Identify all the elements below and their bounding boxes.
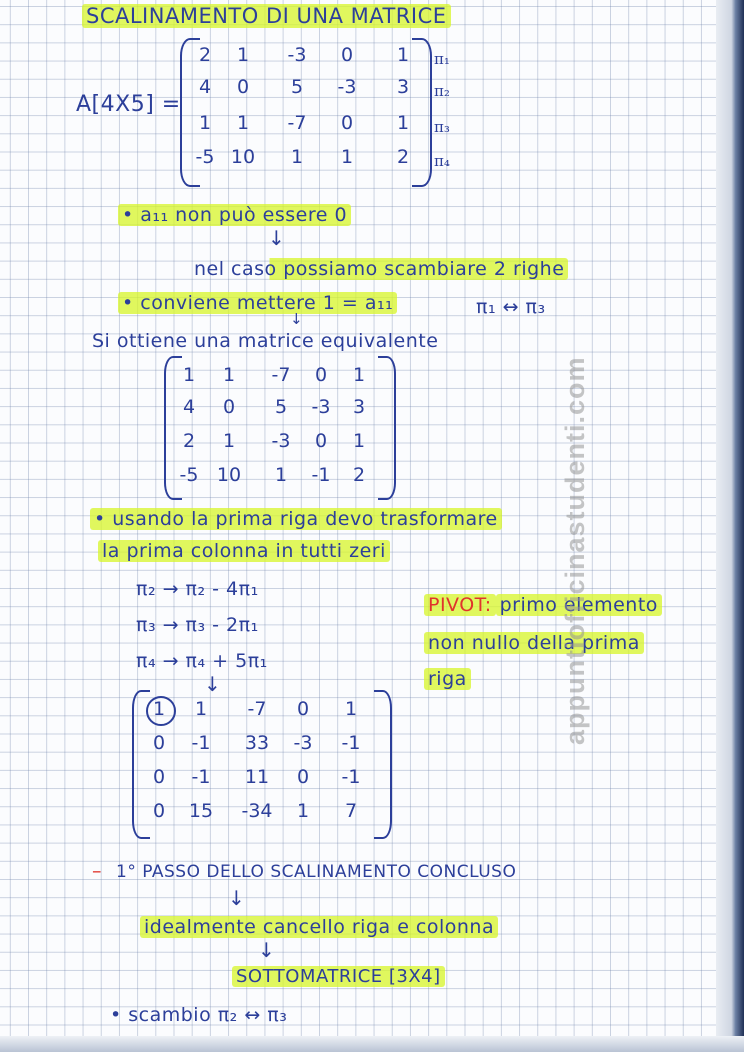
matrix-B-cell: 1 <box>222 430 236 452</box>
matrix-B-cell: 1 <box>182 364 196 386</box>
matrix-B-cell: 1 <box>352 364 366 386</box>
matrix-B-cell: 4 <box>182 396 196 418</box>
pivot-definition-2: non nullo della prima <box>424 632 644 654</box>
matrix-B-cell: 1 <box>222 364 236 386</box>
pivot-definition-3: riga <box>424 668 471 690</box>
row-operation-2: π₃ → π₃ - 2π₁ <box>136 614 259 636</box>
note-put-one: • conviene mettere 1 = a₁₁ <box>118 292 397 314</box>
matrix-B-cell: 0 <box>222 396 236 418</box>
matrix-C-cell: -7 <box>247 698 267 720</box>
matrix-C-cell: 33 <box>244 732 270 754</box>
matrix-C-cell: -1 <box>191 766 211 788</box>
matrix-C-cell: 0 <box>152 766 166 788</box>
step-dash: – <box>92 860 102 882</box>
matrix-A-cell: 1 <box>236 44 250 66</box>
matrix-a <box>180 38 450 183</box>
matrix-C-cell: 0 <box>152 732 166 754</box>
matrix-C-cell: 1 <box>194 698 208 720</box>
row-operation-3: π₄ → π₄ + 5π₁ <box>136 650 268 672</box>
matrix-C-cell: -3 <box>293 732 313 754</box>
matrix-C-cell: 0 <box>296 766 310 788</box>
step-concluded: 1° PASSO DELLO SCALINAMENTO CONCLUSO <box>116 862 517 882</box>
matrix-A-cell: -7 <box>287 112 307 134</box>
row-label: π₄ <box>434 152 450 170</box>
matrix-B-cell: 1 <box>274 464 288 486</box>
matrix-B-cell: 5 <box>274 396 288 418</box>
matrix-A-cell: 5 <box>290 76 304 98</box>
page-title: SCALINAMENTO DI UNA MATRICE <box>82 4 451 28</box>
matrix-C-cell: 15 <box>188 800 214 822</box>
matrix-B-cell: 10 <box>216 464 242 486</box>
matrix-C-cell: 0 <box>296 698 310 720</box>
note-use-first-row: • usando la prima riga devo trasformare <box>90 508 502 530</box>
matrix-c <box>132 690 392 835</box>
matrix-C-cell: -1 <box>191 732 211 754</box>
matrix-A-cell: 1 <box>290 146 304 168</box>
row-label: π₁ <box>434 50 450 68</box>
matrix-b <box>164 356 394 496</box>
matrix-C-cell: 0 <box>152 800 166 822</box>
note-swap-rows: nel caso possiamo scambiare 2 righe <box>190 258 568 280</box>
matrix-B-cell: 2 <box>182 430 196 452</box>
notebook-binding-edge <box>716 0 744 1052</box>
matrix-a-label: A[4X5] = <box>76 92 181 117</box>
matrix-C-cell: 1 <box>344 698 358 720</box>
matrix-A-cell: 1 <box>396 112 410 134</box>
matrix-A-cell: 0 <box>236 76 250 98</box>
arrow-down-icon: ↓ <box>228 886 245 910</box>
watermark: appuntiofficinastudenti.com <box>560 356 590 745</box>
matrix-A-cell: 0 <box>340 112 354 134</box>
row-label: π₃ <box>434 118 450 136</box>
matrix-A-cell: 1 <box>198 112 212 134</box>
note-a11-not-zero: • a₁₁ non può essere 0 <box>118 204 351 226</box>
note-cancel-row-col: idealmente cancello riga e colonna <box>140 916 498 938</box>
pivot-definition-1: PIVOT: primo elemento <box>424 594 662 616</box>
matrix-B-cell: 0 <box>314 364 328 386</box>
matrix-A-cell: -3 <box>287 44 307 66</box>
arrow-down-icon: ↓ <box>204 672 221 696</box>
matrix-A-cell: 1 <box>236 112 250 134</box>
matrix-C-cell: -1 <box>341 766 361 788</box>
page-bottom-edge <box>0 1036 744 1052</box>
matrix-A-cell: 10 <box>230 146 256 168</box>
matrix-B-cell: 3 <box>352 396 366 418</box>
matrix-C-cell: 7 <box>344 800 358 822</box>
matrix-B-cell: 1 <box>352 430 366 452</box>
row-swap-note: π₁ ↔ π₃ <box>476 296 546 318</box>
matrix-C-cell: 1 <box>152 698 166 720</box>
matrix-C-cell: -34 <box>241 800 273 822</box>
arrow-down-icon: ↓ <box>268 226 285 250</box>
matrix-A-cell: 0 <box>340 44 354 66</box>
matrix-A-cell: -3 <box>337 76 357 98</box>
arrow-down-icon: ↓ <box>290 310 303 328</box>
note-first-column: la prima colonna in tutti zeri <box>98 540 390 562</box>
matrix-A-cell: 1 <box>340 146 354 168</box>
matrix-C-cell: -1 <box>341 732 361 754</box>
matrix-A-cell: -5 <box>195 146 215 168</box>
submatrix-label: SOTTOMATRICE [3X4] <box>232 966 445 987</box>
matrix-B-cell: -3 <box>271 430 291 452</box>
matrix-B-cell: -3 <box>311 396 331 418</box>
matrix-C-cell: 1 <box>296 800 310 822</box>
matrix-c-right-paren <box>374 690 392 839</box>
matrix-A-cell: 2 <box>396 146 410 168</box>
matrix-A-cell: 2 <box>198 44 212 66</box>
matrix-B-cell: -1 <box>311 464 331 486</box>
matrix-B-cell: 2 <box>352 464 366 486</box>
matrix-B-cell: 0 <box>314 430 328 452</box>
arrow-down-icon: ↓ <box>258 938 275 962</box>
note-swap-rows-2-3: • scambio π₂ ↔ π₃ <box>110 1004 288 1026</box>
matrix-B-cell: -5 <box>179 464 199 486</box>
matrix-A-cell: 4 <box>198 76 212 98</box>
matrix-B-cell: -7 <box>271 364 291 386</box>
matrix-C-cell: 11 <box>244 766 270 788</box>
matrix-A-cell: 3 <box>396 76 410 98</box>
note-equivalent: Si ottiene una matrice equivalente <box>92 330 439 352</box>
row-operation-1: π₂ → π₂ - 4π₁ <box>136 578 259 600</box>
matrix-b-right-paren <box>378 356 396 500</box>
row-label: π₂ <box>434 82 450 100</box>
matrix-A-cell: 1 <box>396 44 410 66</box>
